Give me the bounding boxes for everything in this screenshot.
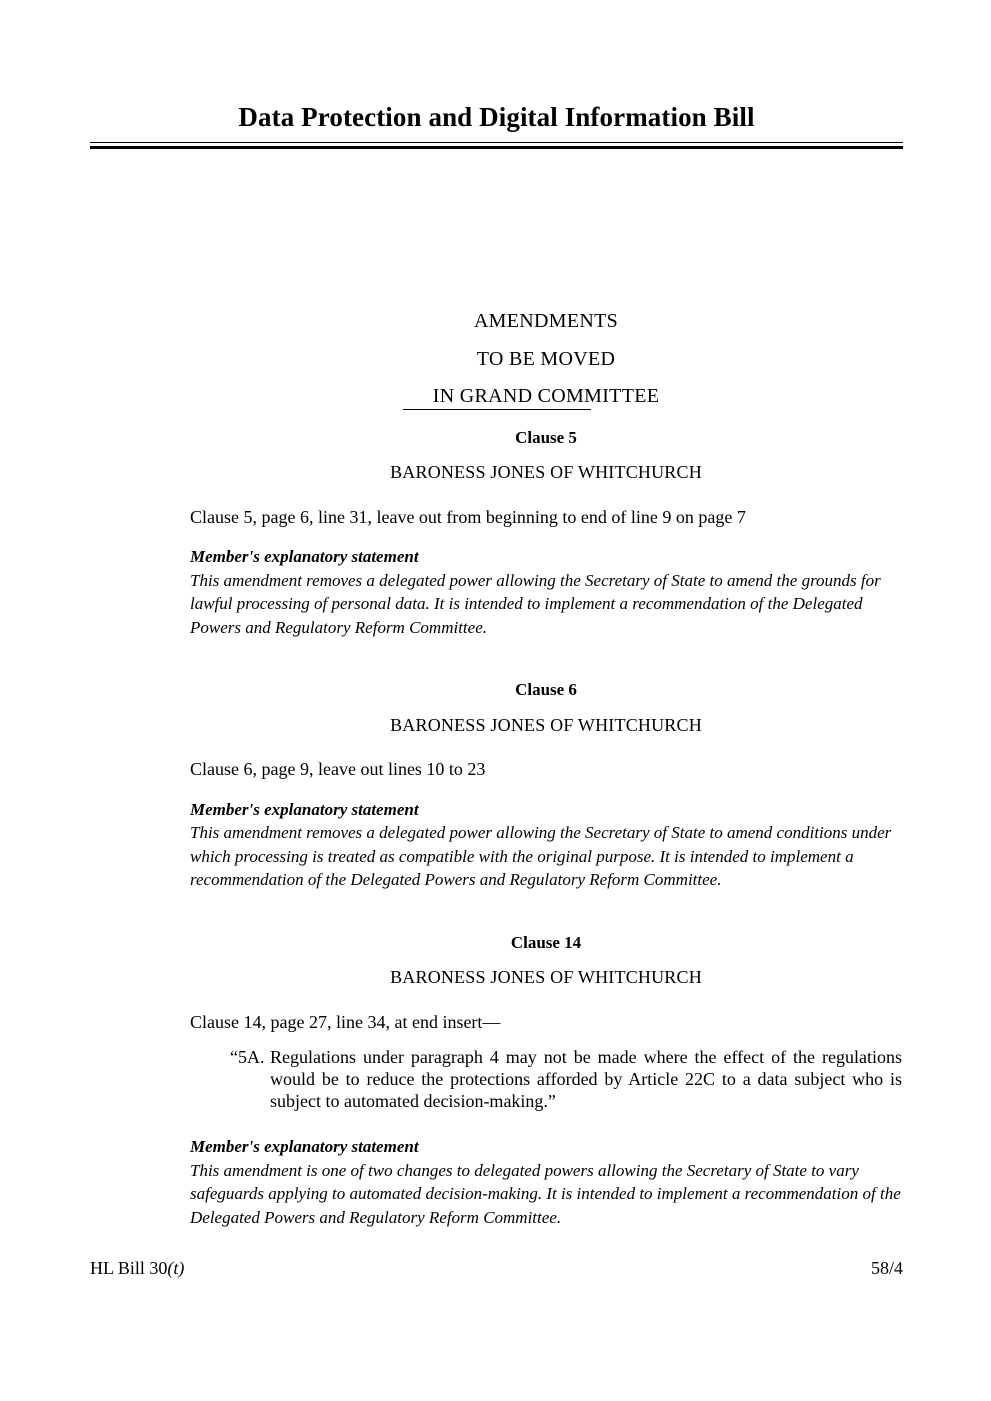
clause-heading: Clause 14 bbox=[510, 932, 582, 952]
explanatory-statement-heading: Member's explanatory statement bbox=[190, 799, 419, 819]
inserted-text-block bbox=[230, 1046, 902, 1112]
explanatory-statement-heading: Member's explanatory statement bbox=[190, 1137, 419, 1157]
explanatory-statement-heading: Member's explanatory statement bbox=[190, 547, 419, 567]
amendment-section bbox=[190, 428, 902, 639]
footer-bill-suffix: (t) bbox=[167, 1258, 185, 1278]
sponsor-name: BARONESS JONES OF WHITCHURCH bbox=[390, 967, 702, 988]
explanatory-statement bbox=[190, 1135, 902, 1229]
page-footer bbox=[90, 1258, 903, 1280]
spacer bbox=[190, 448, 902, 462]
spacer bbox=[190, 1112, 902, 1135]
amendment-section bbox=[190, 680, 902, 891]
headline-in-grand-committee: IN GRAND COMMITTEE bbox=[432, 385, 660, 407]
headline-divider-rule bbox=[403, 409, 591, 410]
spacer bbox=[190, 736, 902, 758]
explanatory-statement-text: This amendment is one of two changes to delegated powers allowing the Secretary of State to vary safeguards applying to automated decision-making. It is intended to implement a recommendation of the Delegated Powers and Regulatory Reform Committee. bbox=[190, 1160, 901, 1227]
explanatory-statement-text: This amendment removes a delegated power allowing the Secretary of State to amend the grounds for lawful processing of personal data. It is intended to implement a recommendation of the Delegated Powers and Regulatory Reform Committee. bbox=[190, 570, 881, 637]
clause-heading: Clause 5 bbox=[515, 428, 577, 447]
spacer bbox=[190, 701, 902, 715]
amendment-instruction: Clause 5, page 6, line 31, leave out from beginning to end of line 9 on page 7 bbox=[190, 506, 746, 527]
inserted-paragraph-text: Regulations under paragraph 4 may not be made where the effect of the regulations would be to reduce the protections afforded by Article 22C to a data subject who is subject to automated decision-making.” bbox=[270, 1047, 902, 1112]
title-rule-thick bbox=[90, 146, 903, 149]
spacer bbox=[190, 484, 902, 506]
sponsor-name: BARONESS JONES OF WHITCHURCH bbox=[390, 714, 702, 735]
explanatory-statement bbox=[190, 545, 902, 639]
spacer bbox=[190, 953, 902, 967]
footer-bill-number bbox=[90, 1258, 184, 1280]
title-rule-thin bbox=[90, 142, 903, 143]
spacer bbox=[190, 1033, 902, 1046]
headline-to-be-moved: TO BE MOVED bbox=[476, 347, 616, 370]
sponsor-name: BARONESS JONES OF WHITCHURCH bbox=[390, 462, 702, 483]
amendment-section bbox=[190, 933, 902, 1229]
footer-page-reference: 58/4 bbox=[870, 1258, 903, 1278]
spacer bbox=[190, 989, 902, 1011]
footer-bill-label: HL Bill 30 bbox=[90, 1258, 168, 1278]
spacer bbox=[190, 528, 902, 545]
explanatory-statement bbox=[190, 798, 902, 892]
spacer bbox=[190, 781, 902, 798]
spacer bbox=[190, 892, 902, 933]
amendment-instruction: Clause 14, page 27, line 34, at end insert— bbox=[190, 1011, 501, 1032]
spacer bbox=[190, 639, 902, 680]
explanatory-statement-text: This amendment removes a delegated power allowing the Secretary of State to amend conditions under which processing is treated as compatible with the original purpose. It is intended to implement a recommendation of the Delegated Powers and Regulatory Reform Committee. bbox=[190, 823, 892, 890]
clause-heading: Clause 6 bbox=[515, 680, 577, 700]
amendments-body bbox=[190, 428, 902, 1229]
headline-amendments: AMENDMENTS bbox=[473, 310, 619, 332]
inserted-paragraph-number: “5A. bbox=[230, 1047, 265, 1068]
headline-block bbox=[190, 303, 902, 416]
page-title: Data Protection and Digital Information Bill bbox=[238, 102, 755, 132]
amendment-instruction: Clause 6, page 9, leave out lines 10 to 23 bbox=[190, 759, 486, 780]
